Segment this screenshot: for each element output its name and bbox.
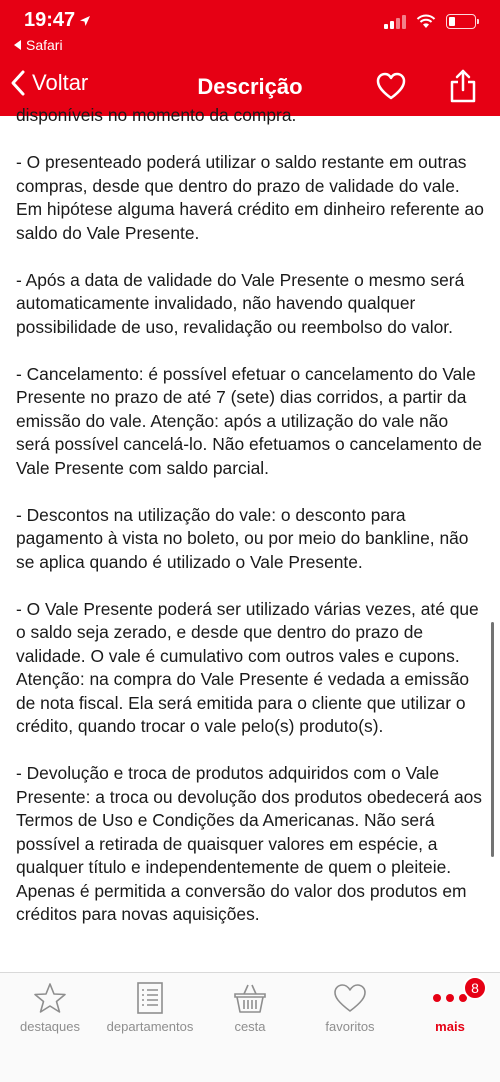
page-title: Descrição [197,74,303,99]
battery-icon [446,14,476,29]
status-time [24,9,91,32]
back-button-label: Voltar [32,70,89,95]
basket-icon [233,982,267,1014]
tab-favoritos[interactable] [300,973,400,1043]
list-icon [136,982,164,1014]
description-paragraph: - Descontos na utilização do vale: o desconto para pagamento à vista no boleto, ou por meio do bankline, não se aplica quando é utilizado o Vale Presente. [16,504,469,572]
heart-icon [333,983,367,1013]
location-arrow-icon [79,15,91,27]
tab-label: favoritos [325,1019,375,1034]
star-icon [33,982,67,1014]
status-time-text: 19:47 [24,9,76,31]
description-paragraph: - O Vale Presente poderá ser utilizado várias vezes, até que o saldo seja zerado, e desde que dentro do prazo de validade. O vale é cumulativo com outros vales e cupons. Atenção: na compra do Vale Presente é vedada a emissão de nota fiscal. Ela será emitida para o cliente que utilizar o crédito, quando trocar o vale pelo(s) produto(s). [16,598,479,736]
description-paragraph: - O presenteado poderá utilizar o saldo restante em outras compras, desde que dentro do prazo de validade do vale. Em hipótese alguma haverá crédito em dinheiro referente ao saldo do Vale Presente. [16,152,484,243]
more-dots-icon [433,981,467,1015]
scroll-indicator[interactable] [491,622,494,857]
share-icon [448,68,478,104]
status-back-app-label: Safari [26,37,63,53]
tab-departamentos[interactable] [100,973,200,1043]
description-paragraph: - Após a data de validade do Vale Presente o mesmo será automaticamente invalidado, não havendo qualquer possibilidade de uso, revalidação ou reembolso do valor. [16,269,465,337]
heart-icon [376,72,406,100]
status-back-to-app[interactable] [14,37,63,53]
tab-label: destaques [20,1019,80,1034]
tab-bar [0,972,500,1082]
description-paragraph: - Devolução e troca de produtos adquiridos com o Vale Presente: a troca ou devolução dos produtos obedecerá aos Termos de Uso e Condições da Americanas. Não será possível a retirada de quaisquer valores em espécie, a qualquer título e independentemente de quem o pleiteie. Apenas é permitida a conversão do valor dos produtos em créditos para novas aquisições. [16,763,482,924]
wifi-icon [416,14,436,29]
tab-label: mais [435,1019,465,1034]
notification-badge: 8 [463,976,487,1000]
favorite-button[interactable] [376,72,406,105]
status-indicators [384,14,476,29]
tab-destaques[interactable] [0,973,100,1043]
description-paragraph: - Cancelamento: é possível efetuar o cancelamento do Vale Presente no prazo de até 7 (sete) dias corridos, a partir da emissão do vale. Atenção: após a utilização do vale não será possível cancelá-lo. Não efetuamos o cancelamento de Vale Presente com saldo parcial. [16,363,482,478]
app-header [0,0,500,116]
share-button[interactable] [448,68,478,109]
description-content[interactable] [16,105,486,972]
tab-cesta[interactable] [200,973,300,1043]
back-triangle-icon [14,40,22,50]
description-paragraph: disponíveis no momento da compra. [16,105,297,125]
tab-label: departamentos [106,1019,194,1034]
tab-label: cesta [234,1019,266,1034]
signal-icon [384,15,406,29]
